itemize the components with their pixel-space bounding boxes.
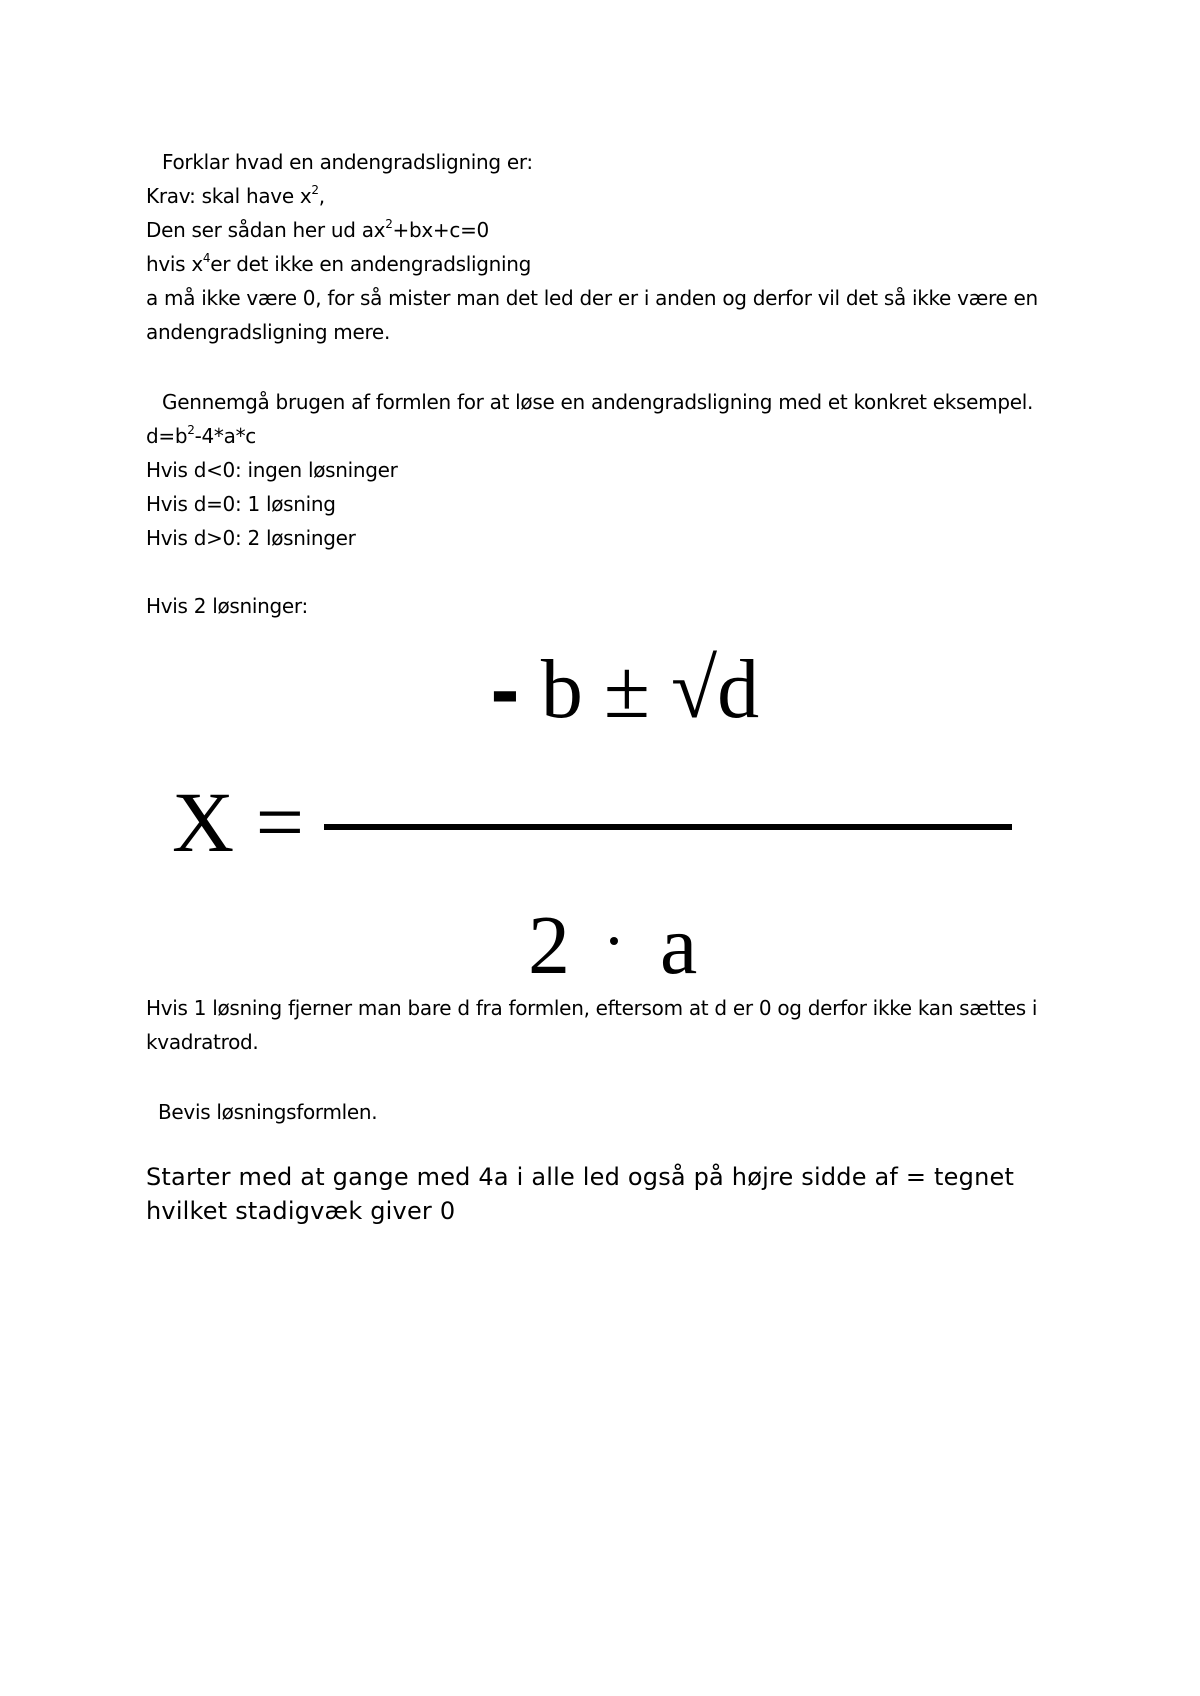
general-form-exponent: 2 [385,217,393,231]
a-not-zero-line-2 [146,318,390,346]
case-negative-line [146,456,398,484]
x4-suffix: er det ikke en andengradsligning [210,252,532,276]
question-1-heading [162,148,533,176]
formula-minus-sign: - [490,650,520,734]
fraction-bar [324,824,1012,830]
case-zero-text: Hvis d=0: 1 løsning [146,492,336,516]
case-negative-text: Hvis d<0: ingen løsninger [146,458,398,482]
requirement-text: Krav: skal have x [146,184,312,208]
a-not-zero-line-1 [146,284,1038,312]
one-solution-line-2 [146,1028,258,1056]
general-form-suffix: +bx+c=0 [392,218,489,242]
proof-line-1 [146,1160,1014,1194]
discriminant-suffix: -4*a*c [194,424,256,448]
formula-numerator-text: b ± √d [519,643,760,736]
proof-line-2 [146,1194,455,1228]
discriminant-text: d=b [146,424,188,448]
two-solutions-line [146,592,308,620]
general-form-text: Den ser sådan her ud ax [146,218,386,242]
formula-denominator-a: a [660,899,698,992]
x4-exponent: 4 [202,251,211,265]
case-zero-line [146,490,336,518]
proof-text-2: hvilket stadigvæk giver 0 [146,1197,456,1225]
formula-denominator-two: 2 [528,899,570,992]
formula-numerator [490,640,759,742]
discriminant-exponent: 2 [187,423,195,437]
requirement-line [146,182,325,210]
formula-lhs: X = [172,774,305,870]
one-solution-line-1 [146,994,1037,1022]
question-3-heading-text: Bevis løsningsformlen. [158,1100,378,1124]
general-form-line [146,216,489,244]
a-not-zero-text-2: andengradsligning mere. [146,320,390,344]
quadratic-formula [160,640,1060,992]
multiplication-dot-icon [610,937,618,945]
discriminant-line [146,422,256,450]
x4-line [146,250,531,278]
one-solution-text-1: Hvis 1 løsning fjerner man bare d fra formlen, eftersom at d er 0 og derfor ikke kan sættes i [146,996,1038,1020]
requirement-suffix: , [318,184,325,208]
case-positive-text: Hvis d>0: 2 løsninger [146,526,356,550]
question-2-heading-text: Gennemgå brugen af formlen for at løse en andengradsligning med et konkret eksempel. [162,390,1034,414]
one-solution-text-2: kvadratrod. [146,1030,259,1054]
question-2-heading [162,388,1033,416]
formula-denominator [528,896,697,996]
two-solutions-text: Hvis 2 løsninger: [146,594,308,618]
question-3-heading [158,1098,377,1126]
proof-text-1: Starter med at gange med 4a i alle led også på højre sidde af = tegnet [146,1163,1015,1191]
requirement-exponent: 2 [311,183,319,197]
question-1-heading-text: Forklar hvad en andengradsligning er: [162,150,533,174]
case-positive-line [146,524,356,552]
a-not-zero-text-1: a må ikke være 0, for så mister man det led der er i anden og derfor vil det så ikke være en [146,286,1038,310]
x4-text: hvis x [146,252,203,276]
